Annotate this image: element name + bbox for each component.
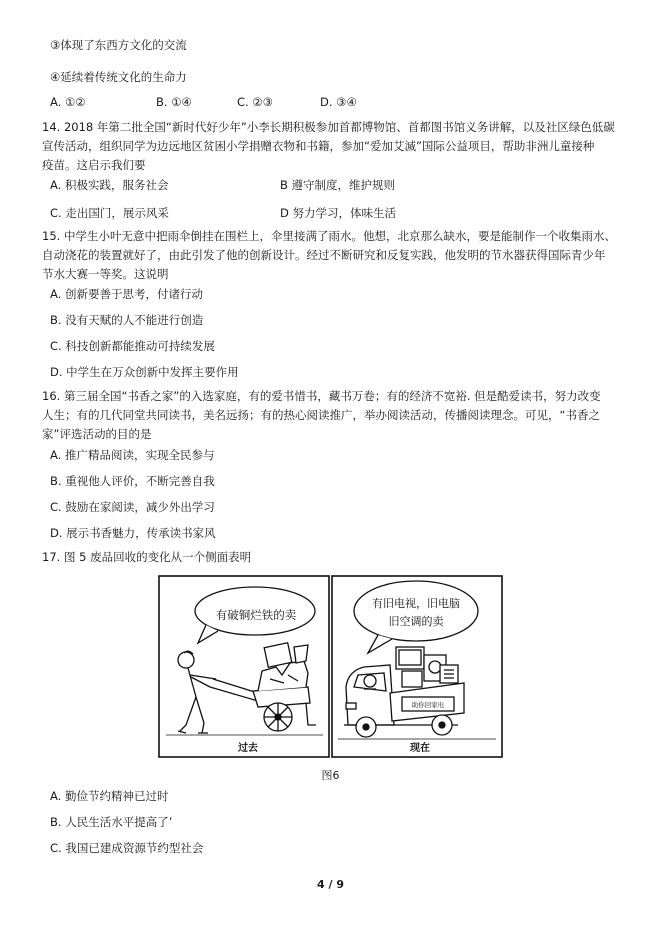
q16-stem (42, 387, 620, 444)
truck-sign-text: 助你回家电 (411, 701, 445, 709)
q17-option-a: A. 勤俭节约精神已过时 (50, 789, 169, 803)
q16-option-a: A. 推广精品阅读，实现全民参与 (50, 448, 215, 462)
q16-option-d: D. 展示书香魅力，传承读书家风 (50, 526, 216, 540)
q14-option-a: A. 积极实践，服务社会 (50, 178, 169, 192)
q13-choice-b: B. ①④ (156, 95, 192, 109)
q13-option-4: ④延续着传统文化的生命力 (50, 70, 187, 84)
present-label: 现在 (410, 743, 430, 754)
present-speech-bubble (354, 581, 478, 641)
q14-stem-line: 宣传活动，组织同学为边远地区贫困小学捐赠衣物和书籍，参加“爱加艾滅”国际公益项目，帮助非洲儿童接种 (42, 139, 595, 153)
q14-option-b: B 遵守制度，维护规则 (280, 178, 396, 192)
q13-choice-c: C. ②③ (237, 95, 273, 109)
q16-stem-line: 人生；有的几代同堂共同读书，美名远扬；有的热心阅读推广，举办阅读活动，传播阅读理念。可见，“书香之 (42, 408, 600, 422)
q13-choice-a: A. ①② (50, 95, 86, 109)
recycling-cartoon-figure (158, 575, 504, 759)
q14-stem (42, 118, 620, 175)
q13-choice-d: D. ③④ (320, 95, 357, 109)
q15-stem (42, 227, 620, 284)
q15-option-c: C. 科技创新都能推动可持续发展 (50, 339, 215, 353)
present-bubble-text-line1: 有旧电视，旧电脑 (372, 597, 460, 610)
q13-option-3: ③体现了东西方文化的交流 (50, 38, 187, 52)
q15-option-b: B. 没有天赋的人不能进行创造 (50, 313, 204, 327)
q14-stem-line: 疫苗。这启示我们要 (42, 158, 146, 172)
q15-stem-line: 自动浇花的装置就好了，由此引发了他的创新设计。经过不断研究和反复实践，他发明的节水器获得国际青少年 (42, 248, 606, 262)
page-number: 4 / 9 (317, 878, 344, 891)
q14-option-d: D 努力学习，体味生活 (280, 206, 397, 220)
q17-stem: 17. 图 5 废品回收的变化从一个侧面表明 (42, 550, 252, 564)
figure-caption: 图6 (321, 769, 340, 782)
q16-option-c: C. 鼓励在家阅读，减少外出学习 (50, 500, 215, 514)
q16-stem-line: 16. 第三届全国“书香之家”的入选家庭，有的爱书惜书，藏书万卷；有的经济不宽裕. 但是酷爱读书，努力改变 (42, 389, 601, 403)
q16-stem-line: 家”评选活动的目的是 (42, 427, 152, 441)
q17-option-b: B. 人民生活水平提高了’ (50, 815, 173, 829)
past-bubble-text: 有破铜烂铁的卖 (215, 608, 297, 622)
past-label: 过去 (238, 743, 258, 754)
q15-option-d: D. 中学生在万众创新中发挥主要作用 (50, 365, 239, 379)
q15-stem-line: 节水大赛一等奖。这说明 (42, 267, 169, 281)
q17-option-c: C. 我国已建成资源节约型社会 (50, 841, 204, 855)
q14-stem-line: 14. 2018 年第二批全国“新时代好少年”小李长期积极参加首都博物馆、首都图书馆义务讲解，以及社区绿色低碳 (42, 120, 615, 134)
q16-option-b: B. 重视他人评价，不断完善自我 (50, 474, 215, 488)
q15-stem-line: 15. 中学生小叶无意中把雨伞倒挂在围栏上，伞里接满了雨水。他想，北京那么缺水，要是能制作一个收集雨水、 (42, 229, 616, 243)
q15-option-a: A. 创新要善于思考，付诸行动 (50, 287, 203, 301)
q14-option-c: C. 走出国门，展示风采 (50, 206, 169, 220)
present-bubble-text-line2: 旧空调的卖 (388, 615, 444, 628)
